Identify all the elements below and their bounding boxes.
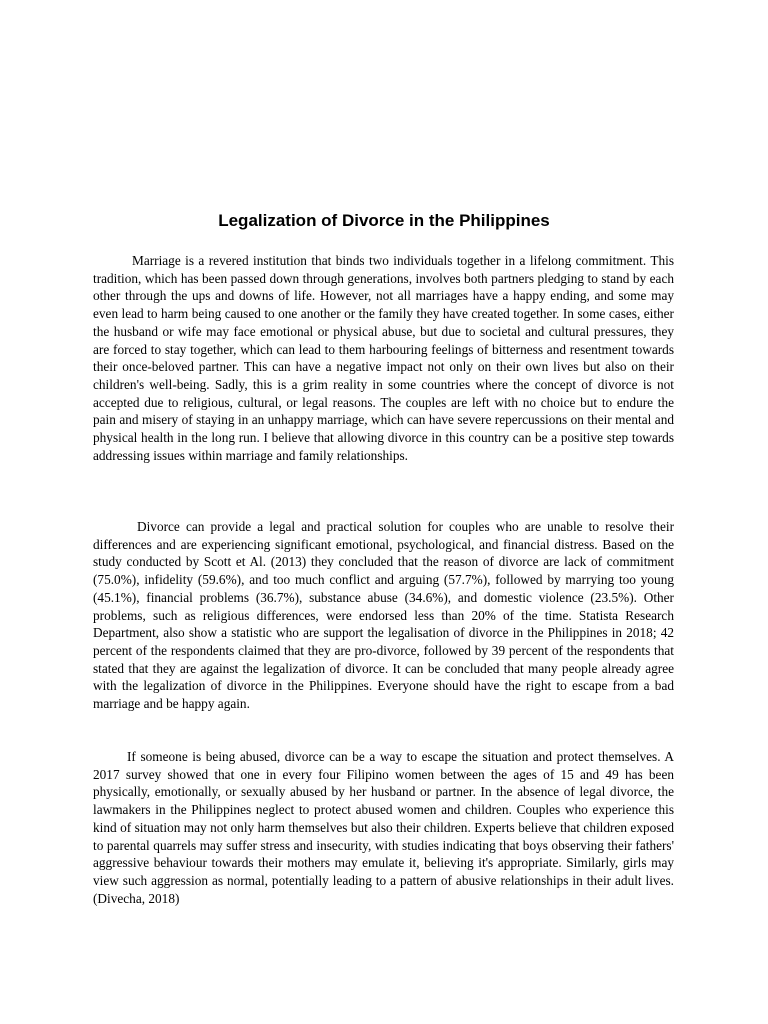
document-title: Legalization of Divorce in the Philippines [218, 211, 550, 230]
body-paragraph-3: If someone is being abused, divorce can be a way to escape the situation and protect themselves. A 2017 survey showed that one in every four Filipino women between the ages of 15 and 49 has been physically, emotionally, or sexually abused by her husband or partner. In the absence of legal divorce, the lawmakers in the Philippines neglect to protect abused women and children. Couples who experience this kind of situation may not only harm themselves but also their children. Experts believe that children exposed to parental quarrels may suffer stress and insecurity, with studies indicating that boys observing their fathers' aggressive behaviour towards their mothers may emulate it, believing it's appropriate. Similarly, girls may view such aggression as normal, potentially leading to a pattern of abusive relationships in their adult lives. (Divecha, 2018) [93, 749, 674, 906]
body-paragraph-2: Divorce can provide a legal and practical solution for couples who are unable to resolve their differences and are experiencing significant emotional, psychological, and financial distress. Based on the study conducted by Scott et Al. (2013) they concluded that the reason of divorce are lack of commitment (75.0%), infidelity (59.6%), and too much conflict and arguing (57.7%), followed by marrying too young (45.1%), financial problems (36.7%), substance abuse (34.6%), and domestic violence (23.5%). Other problems, such as religious differences, were endorsed less than 20% of the time. Statista Research Department, also show a statistic who are support the legalisation of divorce in the Philippines in 2018; 42 percent of the respondents claimed that they are pro-divorce, followed by 39 percent of the respondents that stated that they are against the legalization of divorce. It can be concluded that many people already agree with the legalization of divorce in the Philippines. Everyone should have the right to escape from a bad marriage and be happy again. [93, 519, 674, 712]
body-paragraph-1: Marriage is a revered institution that binds two individuals together in a lifelong commitment. This tradition, which has been passed down through generations, involves both partners pledging to stand by each other through the ups and downs of life. However, not all marriages have a happy ending, and some may even lead to harm being caused to one another or the family they have created together. In some cases, either the husband or wife may face emotional or physical abuse, but due to societal and cultural pressures, they are forced to stay together, which can lead to them harbouring feelings of bitterness and resentment towards their once-beloved partner. This can have a negative impact not only on their own lives but also on their children's well-being. Sadly, this is a grim reality in some countries where the concept of divorce is not accepted due to religious, cultural, or legal reasons. The couples are left with no choice but to endure the pain and misery of staying in an unhappy marriage, which can have severe repercussions on their mental and physical health in the long run. I believe that allowing divorce in this country can be a positive step towards addressing issues within marriage and family relationships. [93, 253, 674, 463]
